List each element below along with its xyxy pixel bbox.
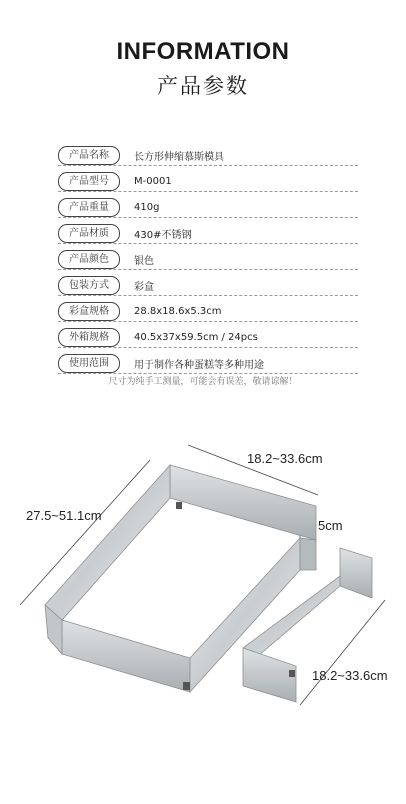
- spec-label: 产品名称: [58, 146, 120, 165]
- cake-ring-illustration: [0, 430, 406, 800]
- spec-value: 410g: [134, 202, 160, 213]
- spec-label: 彩盒规格: [58, 302, 120, 321]
- spec-value: 用于制作各种蛋糕等多种用途: [134, 360, 264, 371]
- measurement-note: 尺寸为纯手工测量，可能会有误差，敬请谅解！: [108, 377, 298, 387]
- dimension-line-bottom: [300, 600, 385, 705]
- spec-label: 产品材质: [58, 224, 120, 243]
- spec-row: [58, 273, 358, 298]
- spec-row: [58, 325, 358, 350]
- spec-value: 430#不锈钢: [134, 230, 192, 241]
- dimension-height: 5cm: [318, 518, 343, 533]
- spec-value: 40.5x37x59.5cm / 24pcs: [134, 332, 258, 343]
- spec-row: [58, 143, 358, 168]
- spec-value: 28.8x18.6x5.3cm: [134, 306, 222, 317]
- spec-value: 彩盒: [134, 282, 154, 293]
- spec-value: 长方形伸缩慕斯模具: [134, 152, 224, 163]
- dimension-width-top: 18.2~33.6cm: [247, 451, 323, 466]
- spec-row: [58, 351, 358, 376]
- dimension-length-left: 27.5~51.1cm: [26, 508, 102, 523]
- spec-label: 外箱规格: [58, 328, 120, 347]
- main-ring: [45, 465, 316, 692]
- spec-label: 产品型号: [58, 172, 120, 191]
- title-chinese: 产品参数: [157, 74, 249, 98]
- spec-value: 银色: [134, 256, 154, 267]
- product-figure: [0, 430, 406, 800]
- spec-row: [58, 247, 358, 272]
- spec-label: 使用范围: [58, 354, 120, 373]
- spec-row: [58, 169, 358, 194]
- spec-row: [58, 195, 358, 220]
- spec-table: [58, 143, 358, 377]
- spec-row: [58, 299, 358, 324]
- spec-label: 包装方式: [58, 276, 120, 295]
- spec-label: 产品颜色: [58, 250, 120, 269]
- spec-value: M-0001: [134, 176, 172, 187]
- title-english: INFORMATION: [116, 38, 290, 65]
- spec-row: [58, 221, 358, 246]
- dimension-width-bottom: 18.2~33.6cm: [312, 668, 388, 683]
- spec-label: 产品重量: [58, 198, 120, 217]
